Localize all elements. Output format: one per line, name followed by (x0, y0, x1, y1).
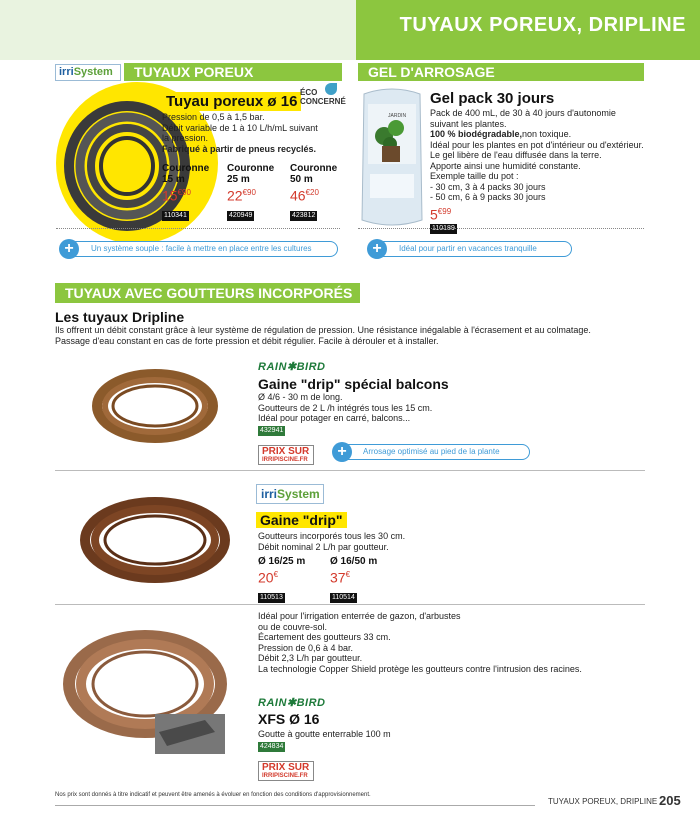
divider-dotted (56, 228, 340, 229)
price: 37€ (330, 569, 351, 586)
prix-sur-text: PRIX SUR (262, 446, 310, 457)
variant-couronne-15 (162, 163, 226, 222)
gel-desc-line: Le gel libère de l'eau diffusée dans la terre. (430, 150, 602, 160)
xfs-line: Écartement des goutteurs 33 cm. (258, 632, 391, 642)
drip-desc-line: Goutteurs incorporés tous les 30 cm. (258, 531, 406, 541)
product-ref: 110189 (432, 225, 455, 233)
product-ref: 110514 (332, 593, 355, 601)
plus-icon: + (59, 239, 79, 259)
variant-length: 25 m (227, 174, 250, 185)
variant-label: Couronne (290, 163, 338, 174)
product-title-gel-pack: Gel pack 30 jours (430, 90, 555, 107)
variant-couronne-25 (227, 163, 291, 222)
tuyau-desc-line: Fabriqué à partir de pneus recyclés. (162, 143, 317, 154)
logo-system-text: System (277, 487, 320, 501)
xfs-intro (258, 611, 638, 674)
product-title-balcons: Gaine "drip" spécial balcons (258, 376, 449, 392)
irrisystem-logo (256, 484, 324, 504)
xfs-description (258, 729, 498, 752)
gel-pack-image (358, 84, 426, 230)
variant-label: Ø 16/50 m (330, 556, 378, 567)
variant-couronne-50 (290, 163, 354, 222)
divider (55, 470, 645, 471)
price: $15^{€90}$ (162, 187, 191, 204)
footer-section-name: TUYAUX POREUX, DRIPLINE (548, 797, 658, 806)
balcons-desc-line: Ø 4/6 - 30 m de long. (258, 392, 343, 402)
gel-desc-line: Pack de 400 mL, de 30 à 40 jours d'autonomie (430, 108, 616, 118)
irrisystem-logo (55, 64, 121, 81)
tuyau-desc-line: la pression. (162, 133, 209, 143)
product-title-drip: Gaine "drip" (256, 512, 347, 528)
intro-line: Ils offrent un débit constant grâce à leur système de régulation de pression. Une résistance inégalable à l'écrasement et au colmatage. (55, 325, 591, 335)
gel-desc-line: Apporte ainsi une humidité constante. (430, 160, 581, 171)
page-number: 205 (659, 793, 681, 808)
xfs-line: Débit 2,3 L/h par goutteur. (258, 653, 363, 663)
logo-system-text: System (73, 66, 113, 78)
dripline-intro (55, 325, 645, 346)
tip-pill-arrosage: Arrosage optimisé au pied de la plante (340, 444, 530, 460)
variant-length: 15 m (162, 174, 185, 185)
page-section-title: TUYAUX POREUX, DRIPLINE (399, 14, 686, 36)
rainbird-logo: RAIN✱BIRD (258, 361, 326, 373)
rainbird-logo: RAIN✱BIRD (258, 697, 326, 709)
balcons-desc-line: Idéal pour potager en carré, balcons... (258, 413, 411, 423)
xfs-coil-image (55, 612, 235, 772)
xfs-line: Pression de 0,6 à 4 bar. (258, 642, 354, 653)
prix-sur-site: IRRIPISCINE.FR (262, 773, 308, 779)
variant-length: 50 m (290, 174, 313, 185)
drip-coil-image (80, 490, 230, 590)
prix-sur-site: IRRIPISCINE.FR (262, 457, 308, 463)
variant-label: Couronne (162, 163, 210, 174)
product-ref: 110341 (164, 211, 187, 219)
prix-sur-badge[interactable] (258, 761, 314, 781)
gel-desc-line: suivant les plantes. (430, 118, 507, 129)
product-ref: 423812 (292, 211, 316, 219)
xfs-line: La technologie Copper Shield protège les goutteurs contre l'intrusion des racines. (258, 663, 582, 674)
section-bar-tuyaux-poreux: TUYAUX POREUX (124, 63, 342, 81)
xfs-line: ou de couvre-sol. (258, 621, 328, 632)
gel-desc-line: Exemple taille du pot : (430, 171, 519, 181)
prix-sur-text: PRIX SUR (262, 762, 310, 773)
price: $22^{€90}$ (227, 187, 256, 204)
plus-icon: + (332, 442, 352, 462)
plus-icon: + (367, 239, 387, 259)
heading-tuyaux-dripline: Les tuyaux Dripline (55, 309, 185, 325)
price: 20€ (258, 569, 279, 586)
drip-description (258, 531, 498, 552)
drip-balcons-coil-image (90, 358, 220, 458)
gel-desc-line: 100 % biodégradable,non toxique. (430, 129, 572, 139)
product-ref: 432941 (260, 426, 284, 434)
drip-desc-line: Débit nominal 2 L/h par goutteur. (258, 541, 389, 552)
tuyau-desc-line: Pression de 0,5 à 1,5 bar. (162, 112, 265, 122)
tuyau-description (162, 112, 352, 154)
gel-description (430, 108, 645, 234)
product-ref: 110513 (260, 593, 283, 601)
tip-pill-vacances: Idéal pour partir en vacances tranquille (376, 241, 572, 257)
variant-drip-50 (330, 556, 410, 604)
balcons-description (258, 392, 498, 436)
xfs-desc-line: Goutte à goutte enterrable 100 m (258, 729, 391, 739)
price-disclaimer: Nos prix sont donnés à titre indicatif et peuvent être amenés à évoluer en fonction des conditions d'approvisionnement. (55, 792, 371, 798)
product-title-xfs: XFS Ø 16 (258, 711, 320, 727)
eco-line2: CONCERNÉ (300, 97, 346, 106)
logo-irri-text: irri (59, 66, 74, 78)
product-title-tuyau-poreux: Tuyau poreux ø 16 (162, 92, 301, 111)
product-ref: 424834 (260, 742, 284, 750)
gel-desc-line: - 30 cm, 3 à 4 packs 30 jours (430, 181, 546, 192)
section-bar-gel-arrosage: GEL D'ARROSAGE (358, 63, 644, 81)
pack-label: JARDIN (388, 113, 407, 119)
variant-drip-25 (258, 556, 338, 604)
divider (55, 604, 645, 605)
eco-line1: ÉCO (300, 88, 318, 97)
footer-divider (55, 805, 535, 806)
product-ref: 420949 (229, 211, 253, 219)
tuyau-desc-line: Débit variable de 1 à 10 L/h/mL suivant (162, 122, 318, 133)
xfs-line: Idéal pour l'irrigation enterrée de gazon, d'arbustes (258, 611, 461, 621)
intro-line: Passage d'eau constant en cas de forte pression et débit régulier. Facile à dérouler et à installer. (55, 335, 439, 346)
variant-label: Couronne (227, 163, 275, 174)
eco-concerne-badge (300, 88, 346, 106)
variant-label: Ø 16/25 m (258, 556, 306, 567)
divider-dotted (358, 228, 644, 229)
prix-sur-badge[interactable] (258, 445, 314, 465)
balcons-desc-line: Goutteurs de 2 L /h intégrés tous les 15 cm. (258, 402, 433, 413)
tip-pill-systeme-souple: Un système souple : facile à mettre en place entre les cultures (68, 241, 338, 257)
logo-irri-text: irri (261, 487, 278, 501)
gel-desc-line: Idéal pour les plantes en pot d'intérieur ou d'extérieur. (430, 139, 644, 150)
eco-leaf-icon (325, 83, 337, 95)
price: $46^{€20}$ (290, 187, 319, 204)
price: $5^{€99}$ (430, 206, 452, 223)
section-bar-goutteurs: TUYAUX AVEC GOUTTEURS INCORPORÉS (55, 283, 360, 303)
gel-desc-line: - 50 cm, 6 à 9 packs 30 jours (430, 192, 546, 202)
